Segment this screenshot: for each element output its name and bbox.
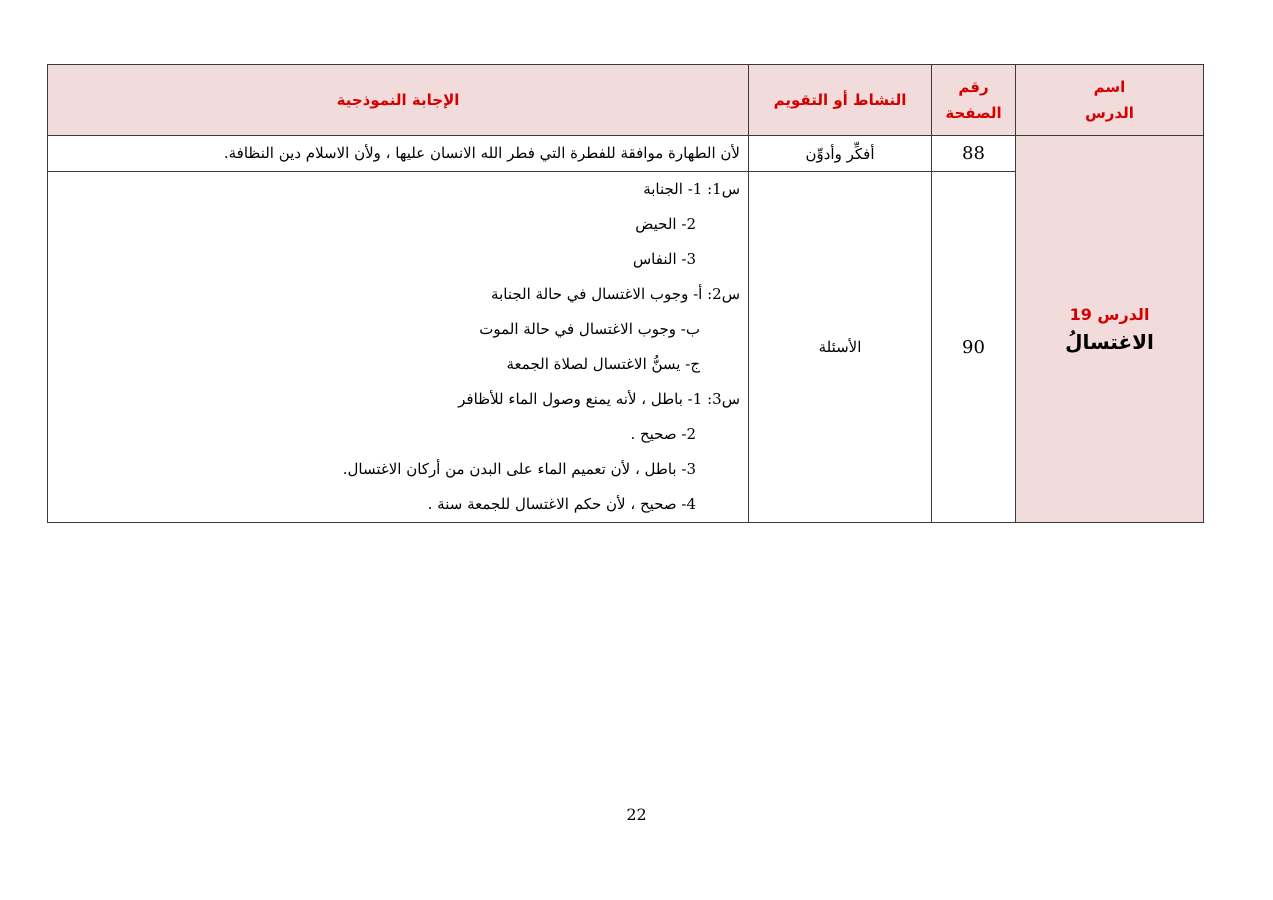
header-model-answer: الإجابة النموذجية: [48, 65, 749, 136]
lesson-title: الاغتسالُ: [1065, 330, 1154, 354]
answer-line: ج- يسنُّ الاغتسال لصلاة الجمعة: [506, 355, 700, 373]
header-activity: النشاط أو التقويم: [749, 65, 932, 136]
answer-line: 2- صحيح .: [630, 425, 696, 443]
answer-line: 3- النفاس: [632, 250, 696, 268]
header-lesson-name: اسم الدرس: [1016, 65, 1204, 136]
answer-cell: [48, 172, 749, 523]
answer-line: 3- باطل ، لأن تعميم الماء على البدن من أركان الاغتسال.: [342, 460, 696, 478]
lesson-answers-table: [47, 64, 1204, 523]
table-row: [48, 136, 1204, 172]
answer-line: لأن الطهارة موافقة للفطرة التي فطر الله الانسان عليها ، ولأن الاسلام دين النظافة.: [223, 144, 740, 162]
header-row: [48, 65, 1204, 136]
lesson-cell: [1016, 136, 1204, 523]
page-number-cell: 88: [932, 136, 1016, 172]
lesson-number: الدرس 19: [1069, 305, 1150, 324]
answer-line: ب- وجوب الاغتسال في حالة الموت: [479, 320, 700, 338]
header-page-number: رقم الصفحة: [932, 65, 1016, 136]
answer-line: س1: 1- الجنابة: [643, 180, 740, 198]
activity-cell: أفكِّر وأدوِّن: [749, 136, 932, 172]
answer-line: 2- الحيض: [635, 215, 696, 233]
page-number: 22: [626, 805, 647, 824]
answer-line: 4- صحيح ، لأن حكم الاغتسال للجمعة سنة .: [427, 495, 696, 513]
answer-cell: [48, 136, 749, 172]
answer-line: س3: 1- باطل ، لأنه يمنع وصول الماء للأظافر: [458, 390, 740, 408]
answer-line: س2: أ- وجوب الاغتسال في حالة الجنابة: [491, 285, 740, 303]
activity-cell: الأسئلة: [749, 172, 932, 523]
page-number-cell: 90: [932, 172, 1016, 523]
